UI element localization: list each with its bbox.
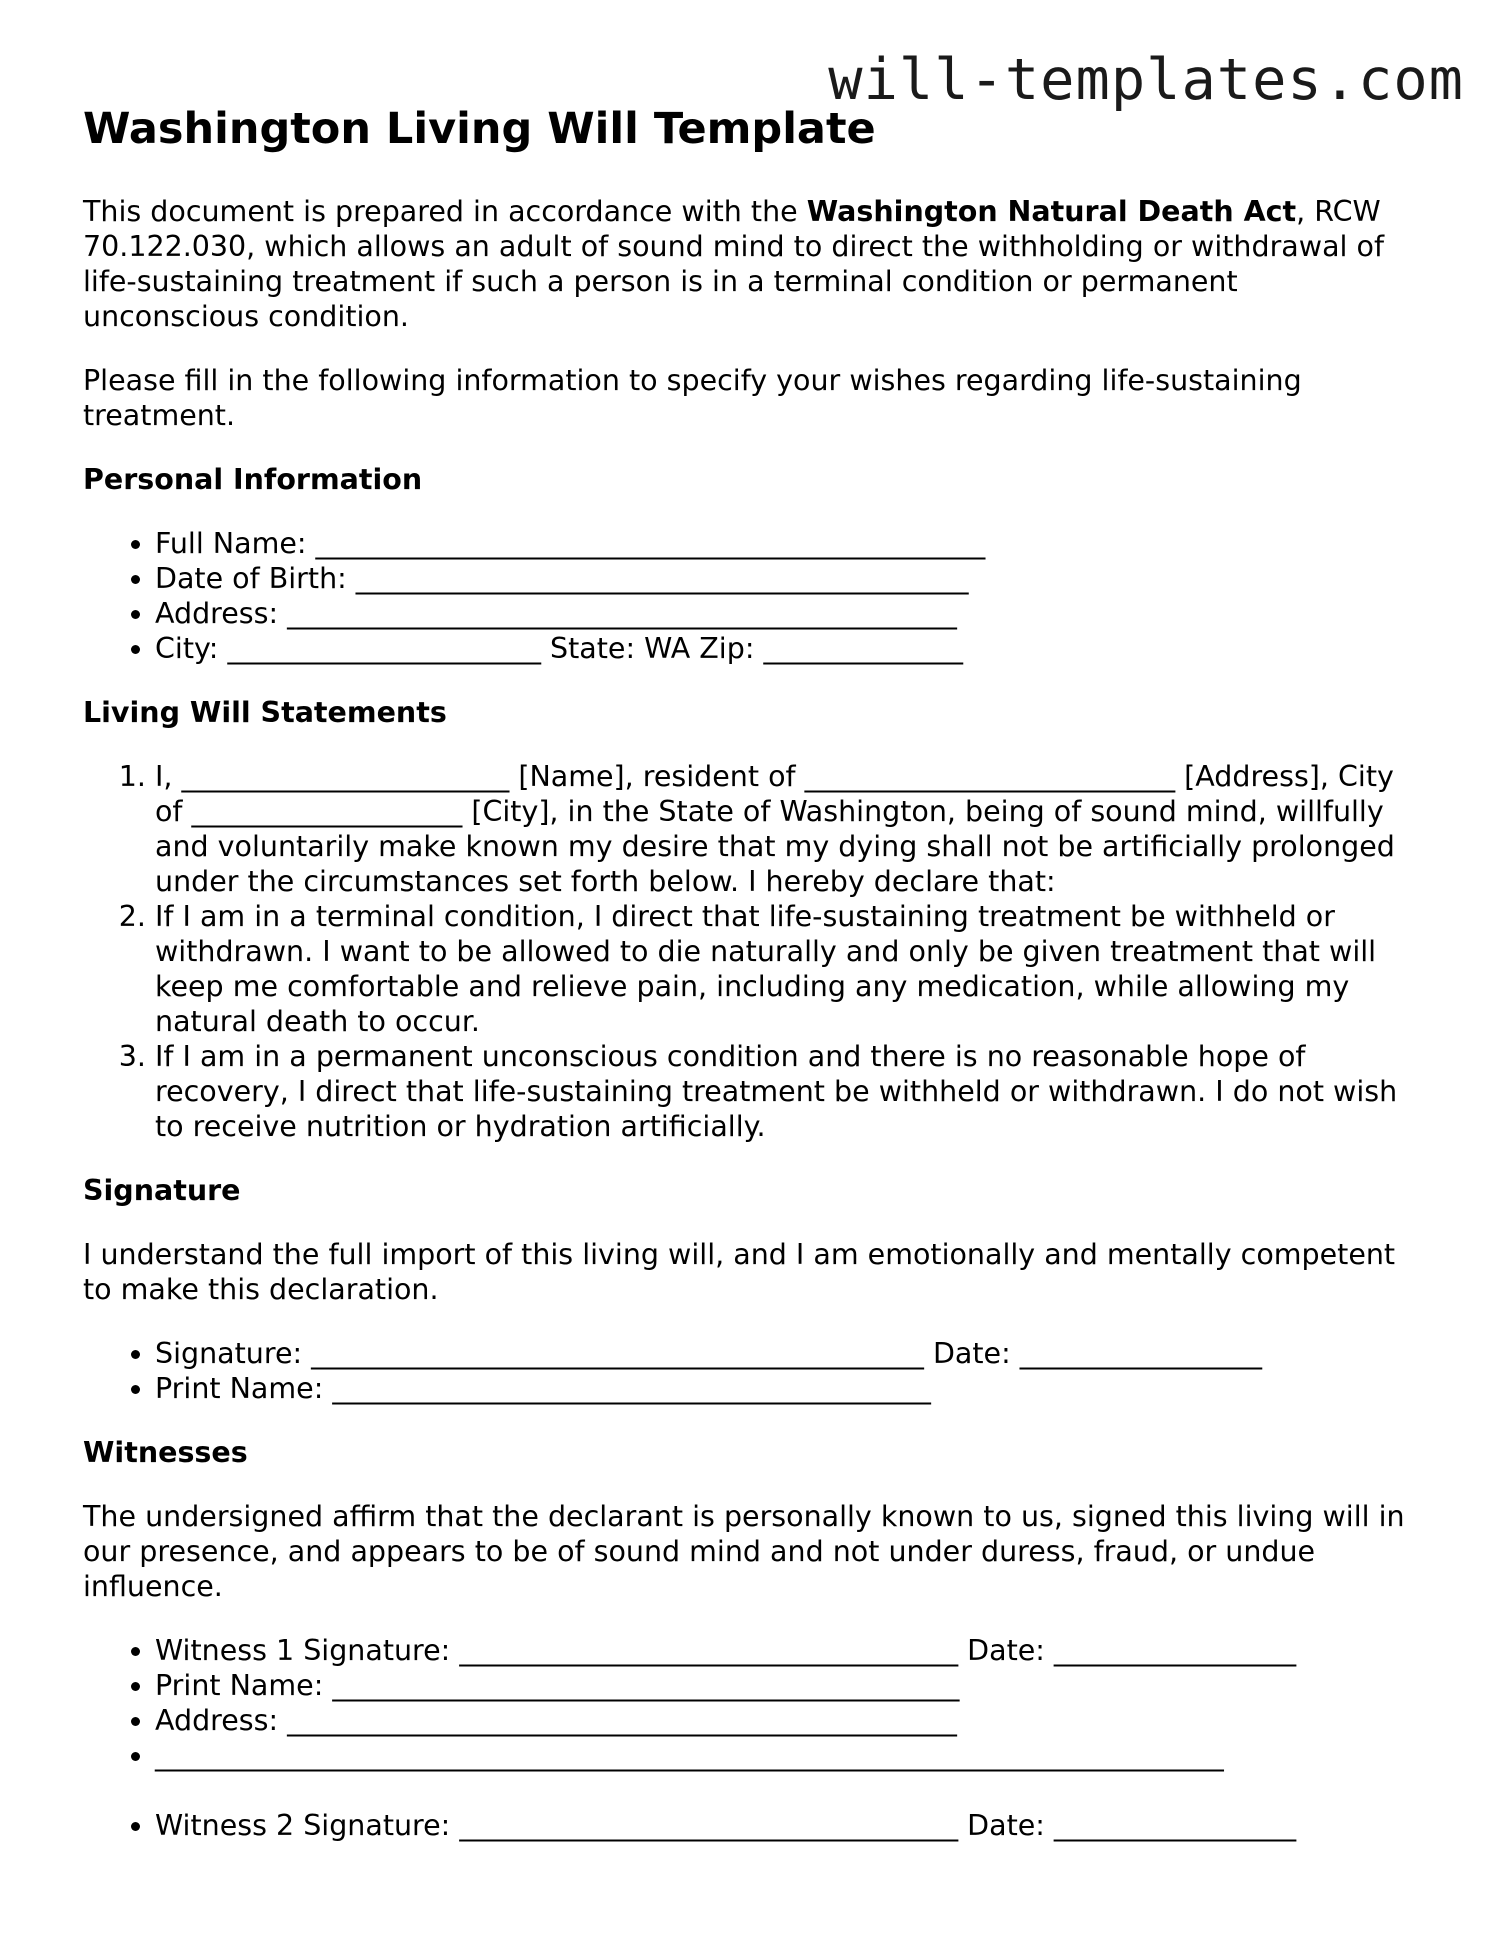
instruction-paragraph: Please fill in the following information to specify your wishes regarding life-sustaining treatment.: [83, 364, 1302, 432]
witnesses-heading: Witnesses: [83, 1436, 248, 1469]
statements-heading: Living Will Statements: [83, 696, 447, 729]
document-page: [83, 100, 1413, 1872]
city-state-zip-field: • City: ______________________ State: WA Zip: ______________: [155, 631, 1413, 666]
print-name-field: • Print Name: __________________________________________: [155, 1371, 1413, 1406]
intro-text-before: This document is prepared in accordance with the: [83, 195, 807, 228]
intro-text-after: , RCW 70.122.030, which allows an adult of sound mind to direct the withholding or withdrawal of life-sustaining treatment if such a person is in a terminal condition or permanent unconscious condition.: [83, 195, 1384, 333]
intro-paragraph: [83, 194, 1413, 334]
address-field: • Address: _______________________________________________: [155, 596, 1413, 631]
statement-unconscious-condition: 3. If I am in a permanent unconscious condition and there is no reasonable hope of recovery, I direct that life-sustaining treatment be withheld or withdrawn. I do not wish to receive nutrition or hydration artificially.: [155, 1039, 1413, 1144]
witness-2-signature-field: • Witness 2 Signature: ___________________________________ Date: _________________: [155, 1808, 1413, 1843]
personal-info-list: [83, 526, 1413, 666]
witness-1-signature-field: • Witness 1 Signature: ___________________________________ Date: _________________: [155, 1633, 1413, 1668]
witness-1-print-name-field: • Print Name: ____________________________________________: [155, 1668, 1413, 1703]
date-of-birth-field: • Date of Birth: ___________________________________________: [155, 561, 1413, 596]
full-name-field: • Full Name: _______________________________________________: [155, 526, 1413, 561]
statements-list: [83, 759, 1413, 1144]
intro-act-name: Washington Natural Death Act: [806, 195, 1297, 228]
watermark-text: will-templates.com: [828, 47, 1464, 113]
signature-list: [83, 1336, 1413, 1406]
signature-paragraph: I understand the full import of this living will, and I am emotionally and mentally competent to make this declaration.: [83, 1238, 1396, 1306]
signature-heading: Signature: [83, 1174, 241, 1207]
witness-1-address-line-2: • ___________________________________________________________________________: [155, 1738, 1413, 1773]
personal-info-heading: Personal Information: [83, 463, 423, 496]
signature-date-field: • Signature: ___________________________________________ Date: _________________: [155, 1336, 1413, 1371]
witness-list: [83, 1633, 1413, 1843]
statement-declaration: 1. I, _______________________ [Name], resident of __________________________ [Address], City of ___________________ [City], in the State of Washington, being of sound mind, willfully and voluntarily make known my desire that my dying shall not be artificially prolonged under the circumstances set forth below. I hereby declare that:: [155, 759, 1413, 899]
witness-1-address-field: • Address: _______________________________________________: [155, 1703, 1413, 1738]
document-title: Washington Living Will Template: [83, 104, 876, 154]
witnesses-paragraph: The undersigned affirm that the declarant is personally known to us, signed this living will in our presence, and appears to be of sound mind and not under duress, fraud, or undue influence.: [83, 1500, 1405, 1603]
statement-terminal-condition: 2. If I am in a terminal condition, I direct that life-sustaining treatment be withheld or withdrawn. I want to be allowed to die naturally and only be given treatment that will keep me comfortable and relieve pain, including any medication, while allowing my natural death to occur.: [155, 899, 1413, 1039]
